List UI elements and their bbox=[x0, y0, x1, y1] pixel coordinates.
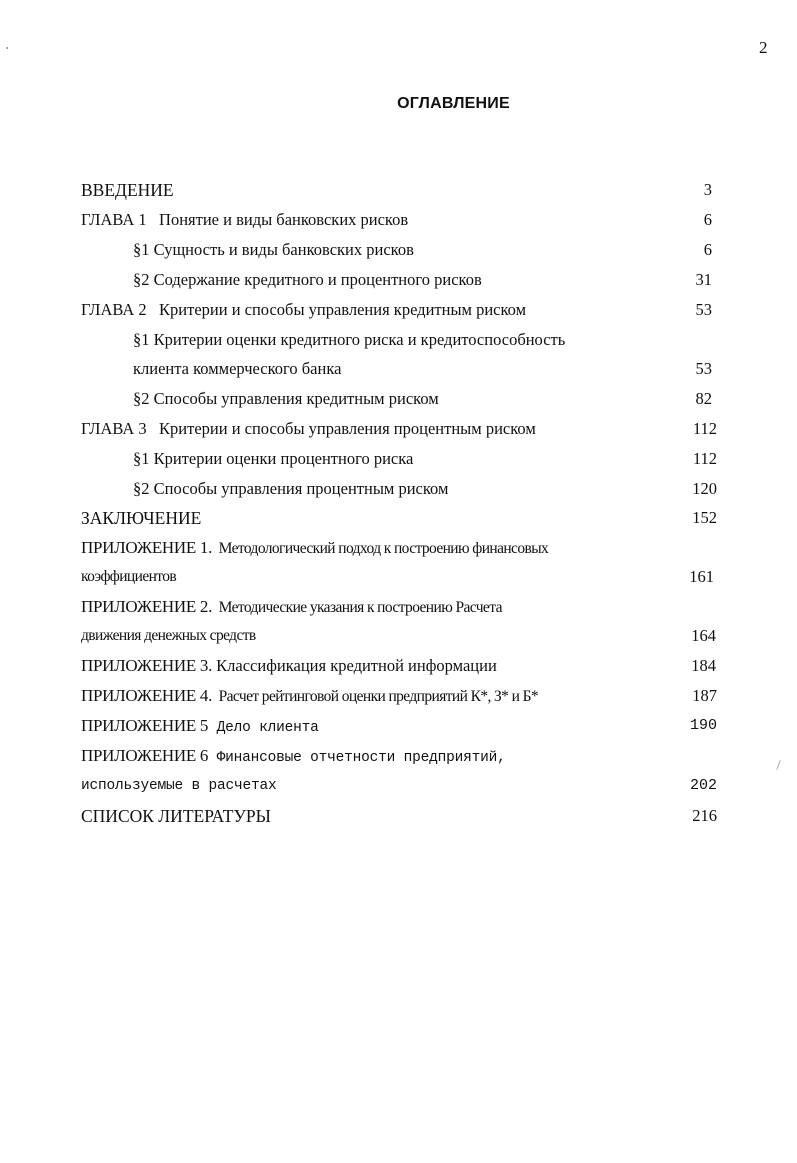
toc-entry-prefix: ПРИЛОЖЕНИЕ 3. bbox=[81, 656, 213, 675]
toc-entry-label: Понятие и виды банковских рисков bbox=[159, 210, 409, 229]
toc-entry-label: Критерии и способы управления кредитным риском bbox=[159, 300, 527, 319]
toc-entry-label: используемые в расчетах bbox=[81, 778, 277, 794]
toc-entry-label: §1 Сущность и виды банковских рисков bbox=[133, 240, 414, 259]
toc-page-number: 120 bbox=[692, 479, 717, 498]
toc-entry-section-2-2[interactable] bbox=[133, 389, 439, 409]
toc-page-number: 216 bbox=[692, 806, 717, 825]
toc-entry-prefix: ПРИЛОЖЕНИЕ 6 bbox=[81, 746, 209, 765]
toc-entry-section-3-1[interactable] bbox=[133, 449, 413, 469]
toc-entry-appendix-5[interactable] bbox=[81, 716, 319, 738]
toc-page-number: 112 bbox=[692, 419, 717, 438]
toc-page-number: 164 bbox=[691, 626, 716, 645]
toc-page-number: 6 bbox=[703, 210, 712, 229]
toc-entry-section-2-1[interactable] bbox=[133, 330, 565, 350]
toc-page-number: 161 bbox=[689, 567, 714, 586]
toc-entry-prefix: ГЛАВА 3 bbox=[81, 419, 147, 438]
toc-page-number: 152 bbox=[692, 508, 717, 527]
toc-entry-label: клиента коммерческого банка bbox=[133, 359, 342, 378]
toc-page-number: 53 bbox=[695, 300, 712, 319]
toc-page-number: 187 bbox=[692, 686, 717, 705]
toc-entry-conclusion[interactable] bbox=[81, 508, 201, 528]
toc-entry-appendix-2[interactable] bbox=[81, 597, 502, 618]
toc-entry-label: §2 Способы управления процентным риском bbox=[133, 479, 449, 498]
toc-page-number: 31 bbox=[695, 270, 712, 289]
toc-entry-label: Критерии и способы управления процентным риском bbox=[159, 419, 536, 438]
page-title: ОГЛАВЛЕНИЕ bbox=[397, 95, 510, 112]
toc-entry-label: §1 Критерии оценки кредитного риска и кредитоспособность bbox=[133, 330, 566, 349]
toc-entry-chapter-1[interactable] bbox=[81, 210, 408, 230]
toc-entry-appendix-4[interactable] bbox=[81, 686, 538, 707]
toc-entry-label: Методологический подход к построению финансовых bbox=[218, 540, 549, 557]
toc-entry-label: ЗАКЛЮЧЕНИЕ bbox=[81, 508, 202, 528]
toc-page-number: 6 bbox=[703, 240, 712, 259]
toc-entry-appendix-3[interactable] bbox=[81, 656, 497, 676]
toc-entry-appendix-6-cont[interactable] bbox=[81, 776, 277, 796]
toc-entry-label: Методические указания к построению Расчета bbox=[218, 599, 502, 616]
toc-entry-prefix: ПРИЛОЖЕНИЕ 5 bbox=[81, 716, 209, 735]
toc-entry-label: §2 Содержание кредитного и процентного рисков bbox=[133, 270, 482, 289]
toc-entry-label: Классификация кредитной информации bbox=[216, 656, 497, 675]
scan-speck bbox=[6, 47, 8, 49]
toc-entry-section-3-2[interactable] bbox=[133, 479, 448, 499]
page-number: 2 bbox=[759, 38, 768, 57]
toc-entry-label: Дело клиента bbox=[216, 720, 319, 736]
toc-entry-label: коэффициентов bbox=[81, 568, 177, 585]
toc-entry-chapter-3[interactable] bbox=[81, 419, 536, 439]
toc-entry-prefix: ПРИЛОЖЕНИЕ 2. bbox=[81, 597, 213, 616]
toc-entry-section-2-1-cont[interactable] bbox=[133, 359, 341, 379]
toc-entry-label: Финансовые отчетности предприятий, bbox=[216, 750, 506, 766]
toc-entry-prefix: ГЛАВА 1 bbox=[81, 210, 147, 229]
toc-entry-label: движения денежных средств bbox=[81, 627, 256, 644]
toc-entry-appendix-6[interactable] bbox=[81, 746, 506, 768]
toc-page-number: 202 bbox=[689, 777, 717, 794]
toc-page-number: 53 bbox=[695, 359, 712, 378]
toc-entry-chapter-2[interactable] bbox=[81, 300, 526, 320]
toc-page-number: 190 bbox=[689, 717, 717, 734]
toc-entry-label: СПИСОК ЛИТЕРАТУРЫ bbox=[81, 806, 271, 826]
toc-entry-prefix: ГЛАВА 2 bbox=[81, 300, 147, 319]
toc-entry-label: Расчет рейтинговой оценки предприятий К*, З* и Б* bbox=[218, 688, 539, 705]
toc-entry-prefix: ПРИЛОЖЕНИЕ 4. bbox=[81, 686, 213, 705]
toc-entry-introduction[interactable] bbox=[81, 180, 174, 200]
toc-entry-bibliography[interactable] bbox=[81, 806, 271, 826]
toc-entry-prefix: ПРИЛОЖЕНИЕ 1. bbox=[81, 538, 213, 557]
toc-entry-appendix-1[interactable] bbox=[81, 538, 548, 559]
toc-entry-appendix-1-cont[interactable] bbox=[81, 567, 176, 587]
toc-page-number: 184 bbox=[691, 656, 716, 675]
toc-entry-label: §1 Критерии оценки процентного риска bbox=[133, 449, 414, 468]
toc-page-number: 112 bbox=[692, 449, 717, 468]
toc-entry-label: §2 Способы управления кредитным риском bbox=[133, 389, 439, 408]
toc-entry-appendix-2-cont[interactable] bbox=[81, 626, 256, 646]
toc-page-number: 82 bbox=[695, 389, 712, 408]
toc-entry-label: ВВЕДЕНИЕ bbox=[81, 180, 174, 200]
toc-entry-section-1-2[interactable] bbox=[133, 270, 482, 290]
toc-entry-section-1-1[interactable] bbox=[133, 240, 414, 260]
toc-page-number: 3 bbox=[703, 180, 712, 199]
